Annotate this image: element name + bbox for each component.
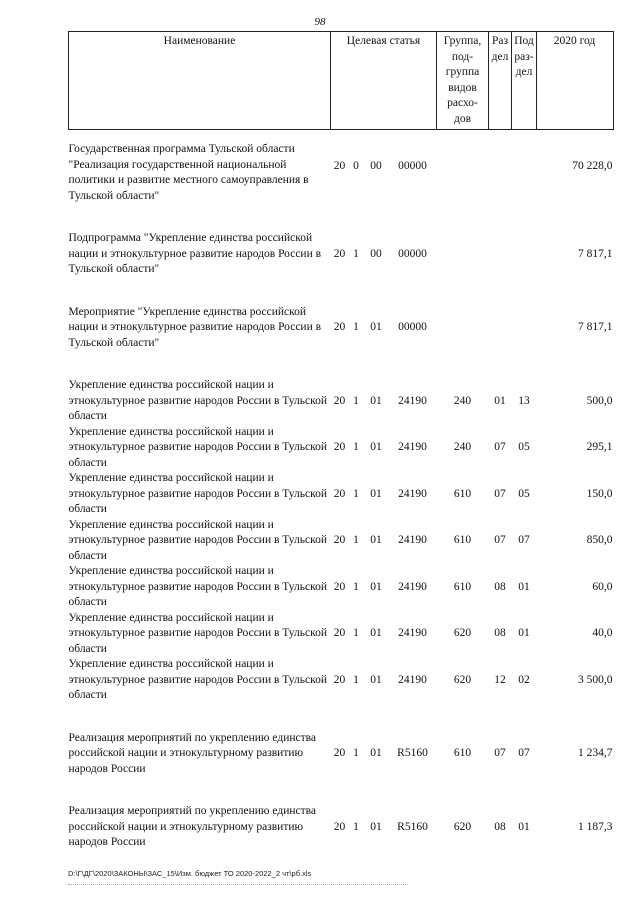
- program-code: 20: [333, 487, 346, 500]
- row-spacer-cell: [69, 704, 614, 731]
- program-code: 20: [333, 627, 346, 639]
- measure-code: 01: [370, 534, 382, 546]
- measure-code: 00: [370, 247, 382, 260]
- th-group-line: дов: [453, 112, 472, 125]
- amount-2020: 60,0: [592, 580, 613, 593]
- measure-code: 01: [370, 580, 382, 593]
- measure-code: 01: [370, 394, 382, 407]
- footer-file-path: D:\Г\ДГ\2020\ЗАКОНЫ\ЗАС_15\Изм. бюджет ТО 2020-2022_2 чт\рб.xls: [68, 869, 312, 878]
- subprogram-code: 1: [353, 487, 359, 500]
- subsection-code: [512, 130, 537, 205]
- subsection-code: 13: [518, 394, 530, 407]
- row-name: Подпрограмма "Укрепление единства российской нации и этнокультурное развитие народов России в Тульской области": [68, 232, 322, 275]
- amount-2020: 850,0: [586, 534, 613, 546]
- program-code: 20: [333, 580, 346, 593]
- subprogram-code: 0: [353, 160, 359, 173]
- th-group-line: видов: [448, 81, 477, 94]
- program-code: 20: [333, 160, 346, 173]
- table-row: [69, 657, 614, 704]
- direction-code: 24190: [398, 673, 427, 686]
- expense-group: [437, 231, 489, 278]
- direction-code: 24190: [398, 441, 427, 453]
- row-name: Укрепление единства российской нации и этнокультурное развитие народов России в Тульской области: [68, 379, 327, 422]
- table-row: [69, 378, 614, 425]
- measure-code: 01: [370, 673, 382, 686]
- row-name: Укрепление единства российской нации и этнокультурное развитие народов России в Тульской области: [68, 565, 327, 608]
- table-row: [69, 518, 614, 565]
- expense-group: 620: [453, 673, 472, 686]
- section-code: [489, 305, 512, 352]
- program-code: 20: [333, 673, 346, 686]
- expense-group: 240: [453, 394, 472, 407]
- subprogram-code: 1: [353, 321, 359, 333]
- subprogram-code: 1: [353, 627, 359, 639]
- program-code: 20: [333, 820, 346, 833]
- expense-group: 620: [453, 820, 472, 833]
- subsection-code: 01: [518, 580, 530, 593]
- measure-code: 00: [370, 160, 382, 173]
- program-code: 20: [333, 441, 346, 453]
- table-row: [69, 130, 614, 205]
- table-body: [69, 130, 614, 851]
- subprogram-code: 1: [353, 247, 359, 260]
- row-spacer-cell: [69, 777, 614, 804]
- expense-group: 610: [453, 534, 472, 546]
- direction-code: 24190: [398, 534, 427, 546]
- row-name: Укрепление единства российской нации и этнокультурное развитие народов России в Тульской области: [68, 518, 327, 562]
- subprogram-code: 1: [353, 534, 359, 546]
- table-row: [69, 731, 614, 778]
- subprogram-code: 1: [353, 441, 359, 453]
- subprogram-code: 1: [353, 820, 359, 833]
- subsection-code: 01: [518, 820, 530, 833]
- direction-code: 00000: [398, 321, 427, 333]
- section-code: [489, 130, 512, 205]
- section-code: [489, 231, 512, 278]
- subsection-code: 07: [518, 534, 530, 546]
- program-code: 20: [333, 247, 346, 260]
- measure-code: 01: [370, 321, 382, 333]
- section-code: 07: [494, 487, 506, 500]
- row-name: Реализация мероприятий по укреплению единства российской нации и этнокультурному развитию народов России: [68, 731, 317, 775]
- section-code: 07: [494, 747, 506, 759]
- footer-line: [68, 884, 408, 886]
- amount-2020: 40,0: [592, 627, 613, 639]
- header-year: 2020 год: [537, 32, 614, 130]
- row-spacer: [69, 278, 614, 305]
- subprogram-code: 1: [353, 673, 359, 686]
- direction-code: 24190: [398, 580, 427, 593]
- row-name: Укрепление единства российской нации и этнокультурное развитие народов России в Тульской области: [68, 472, 327, 515]
- header-target-article: Целевая статья: [331, 32, 437, 130]
- th-group-line: Группа,: [443, 35, 482, 47]
- row-name: Государственная программа Тульской области "Реализация государственной национальной политики и развитие местного самоуправления в Тульской области": [68, 143, 309, 202]
- row-name: Укрепление единства российской нации и этнокультурное развитие народов России в Тульской области: [68, 611, 327, 655]
- amount-2020: 500,0: [586, 394, 613, 407]
- table-row: [69, 425, 614, 472]
- expense-group: 620: [453, 627, 472, 639]
- section-code: 08: [494, 820, 506, 833]
- amount-2020: 1 187,3: [578, 820, 613, 833]
- expense-group: 240: [453, 441, 472, 453]
- row-name: Мероприятие "Укрепление единства российской нации и этнокультурное развитие народов России в Тульской области": [68, 305, 322, 349]
- th-section-line: дел: [491, 50, 509, 63]
- th-subsection-line: Под: [514, 35, 534, 47]
- th-group-line: под-: [451, 50, 474, 63]
- measure-code: 01: [370, 820, 382, 833]
- direction-code: 00000: [398, 247, 427, 260]
- subsection-code: [512, 231, 537, 278]
- amount-2020: 295,1: [586, 441, 613, 453]
- row-spacer: [69, 204, 614, 231]
- subsection-code: 07: [518, 747, 530, 759]
- table-row: [69, 231, 614, 278]
- subsection-code: 01: [518, 627, 530, 639]
- th-subsection-line: дел: [515, 66, 533, 78]
- th-subsection-line: раз-: [514, 50, 534, 63]
- expense-group: [437, 130, 489, 205]
- subprogram-code: 1: [353, 394, 359, 407]
- section-code: 07: [494, 441, 506, 453]
- row-spacer: [69, 777, 614, 804]
- budget-table: [68, 31, 614, 851]
- amount-2020: 3 500,0: [578, 673, 613, 686]
- row-name: Укрепление единства российской нации и этнокультурное развитие народов России в Тульской области: [68, 658, 327, 701]
- measure-code: 01: [370, 487, 382, 500]
- direction-code: 24190: [398, 627, 427, 639]
- subsection-code: 05: [518, 487, 530, 500]
- row-spacer-cell: [69, 278, 614, 305]
- section-code: 01: [494, 394, 506, 407]
- page-number: 98: [314, 16, 326, 28]
- program-code: 20: [333, 534, 346, 546]
- section-code: 08: [494, 580, 506, 593]
- direction-code: 24190: [398, 394, 427, 407]
- subprogram-code: 1: [353, 580, 359, 593]
- measure-code: 01: [370, 627, 382, 639]
- expense-group: 610: [453, 747, 472, 759]
- row-spacer: [69, 704, 614, 731]
- amount-2020: 150,0: [586, 487, 613, 500]
- row-name: Укрепление единства российской нации и этнокультурное развитие народов России в Тульской области: [68, 425, 327, 469]
- table-row: [69, 305, 614, 352]
- table-row: [69, 611, 614, 658]
- row-spacer-cell: [69, 351, 614, 378]
- table-header-row: [69, 32, 614, 130]
- measure-code: 01: [370, 747, 382, 759]
- expense-group: [437, 305, 489, 352]
- program-code: 20: [333, 321, 346, 333]
- direction-code: 00000: [398, 160, 427, 173]
- subprogram-code: 1: [353, 747, 359, 759]
- subsection-code: 05: [518, 441, 530, 453]
- amount-2020: 70 228,0: [572, 160, 613, 173]
- program-code: 20: [333, 394, 346, 407]
- th-group-line: расхо-: [447, 97, 478, 109]
- direction-code: 24190: [398, 487, 427, 500]
- th-group-line: группа: [445, 66, 480, 78]
- table-row: [69, 804, 614, 851]
- measure-code: 01: [370, 441, 382, 453]
- amount-2020: 7 817,1: [578, 247, 613, 260]
- row-spacer-cell: [69, 204, 614, 231]
- subsection-code: [512, 305, 537, 352]
- table-row: [69, 471, 614, 518]
- header-group: [437, 32, 489, 130]
- header-section: [489, 32, 512, 130]
- table-row: [69, 564, 614, 611]
- section-code: 07: [494, 534, 506, 546]
- direction-code: R5160: [397, 820, 428, 833]
- amount-2020: 7 817,1: [578, 321, 613, 333]
- direction-code: R5160: [397, 747, 428, 759]
- program-code: 20: [333, 747, 346, 759]
- row-name: Реализация мероприятий по укреплению единства российской нации и этнокультурному развитию народов России: [68, 805, 317, 848]
- expense-group: 610: [453, 487, 472, 500]
- row-spacer: [69, 351, 614, 378]
- amount-2020: 1 234,7: [578, 747, 613, 759]
- header-subsection: [512, 32, 537, 130]
- th-section-line: Раз: [491, 35, 509, 47]
- section-code: 08: [494, 627, 506, 639]
- subsection-code: 02: [518, 673, 530, 686]
- section-code: 12: [494, 673, 506, 686]
- header-name: Наименование: [69, 32, 331, 130]
- expense-group: 610: [453, 580, 472, 593]
